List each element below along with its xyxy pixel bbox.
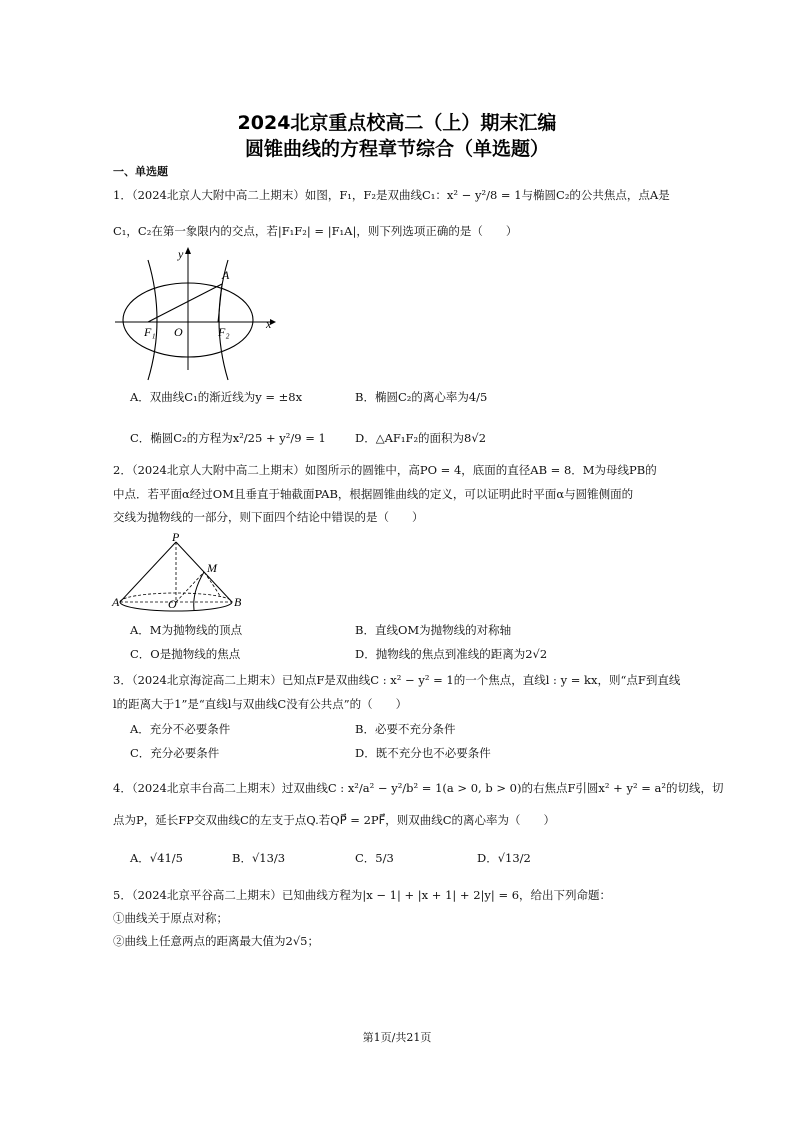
q1-option-B[interactable]: B．椭圆C₂的离心率为4/5 <box>355 390 488 404</box>
q1-label-O: O <box>174 325 183 339</box>
q1-segment-F2A <box>218 284 222 322</box>
q3-option-B[interactable]: B．必要不充分条件 <box>355 722 456 736</box>
q4-option-C[interactable]: C．5/3 <box>355 851 394 865</box>
page-footer: 第1页/共21页 <box>362 1031 432 1044</box>
q4-option-B[interactable]: B．√13/3 <box>232 851 286 865</box>
q2-parabola-curve <box>194 572 204 610</box>
q2-stem-line2: 中点．若平面α经过OM且垂直于轴截面PAB，根据圆锥曲线的定义，可以证明此时平面α与圆锥侧面的 <box>113 487 634 501</box>
document-title-line1: 2024北京重点校高二（上）期末汇编 <box>237 112 557 134</box>
q1-segment-F1A <box>148 284 222 322</box>
q3-option-A[interactable]: A．充分不必要条件 <box>130 722 231 736</box>
q1-stem-line2: C₁，C₂在第一象限内的交点，若|F₁F₂| = |F₁A|，则下列选项正确的是（ ） <box>113 224 518 238</box>
q2-label-P: P <box>172 530 180 544</box>
q1-label-A: A <box>222 268 230 282</box>
section-heading: 一、单选题 <box>113 165 168 178</box>
q2-stem-line3: 交线为抛物线的一部分，则下面四个结论中错误的是（ ） <box>113 510 424 524</box>
q2-figure-cone <box>110 530 250 614</box>
document-title-line2: 圆锥曲线的方程章节综合（单选题） <box>244 138 549 160</box>
q1-option-D[interactable]: D．△AF₁F₂的面积为8√2 <box>355 431 487 445</box>
q2-label-M: M <box>207 561 217 575</box>
q3-option-D[interactable]: D．既不充分也不必要条件 <box>355 746 491 760</box>
q1-label-x: x <box>266 317 272 331</box>
q1-option-A[interactable]: A．双曲线C₁的渐近线为y = ±8x <box>130 390 303 404</box>
q1-label-F1: F₁ <box>144 325 156 339</box>
q3-option-C[interactable]: C．充分必要条件 <box>130 746 220 760</box>
q2-stem-line1: 2．（2024北京人大附中高二上期末）如图所示的圆锥中，高PO = 4，底面的直径AB = 8．M为母线PB的 <box>113 463 657 477</box>
q4-stem-line1: 4．（2024北京丰台高二上期末）过双曲线C : x²/a² − y²/b² = 1(a > 0, b > 0)的右焦点F引圆x² + y² = a²的切线，切 <box>113 781 724 795</box>
q2-label-A: A <box>112 595 120 609</box>
q1-stem-line1: 1．（2024北京人大附中高二上期末）如图，F₁，F₂是双曲线C₁：x² − y²/8 = 1与椭圆C₂的公共焦点，点A是 <box>113 188 670 202</box>
q1-label-F2: F₂ <box>218 325 230 339</box>
q1-option-C[interactable]: C．椭圆C₂的方程为x²/25 + y²/9 = 1 <box>130 431 326 445</box>
q1-label-y: y <box>178 247 184 261</box>
q4-option-A[interactable]: A．√41/5 <box>130 851 183 865</box>
q1-figure-ellipse-hyperbola <box>110 242 290 382</box>
q2-segment-OM <box>176 572 204 602</box>
q2-parabola-back <box>204 572 220 596</box>
q5-stem-line1: 5．（2024北京平谷高二上期末）已知曲线方程为|x − 1| + |x + 1| + 2|y| = 6，给出下列命题： <box>113 888 612 902</box>
q5-item-1: ①曲线关于原点对称； <box>113 911 228 925</box>
q2-option-B[interactable]: B．直线OM为抛物线的对称轴 <box>355 623 512 637</box>
q2-option-D[interactable]: D．抛物线的焦点到准线的距离为2√2 <box>355 647 548 661</box>
q2-option-C[interactable]: C．O是抛物线的焦点 <box>130 647 241 661</box>
q3-stem-line1: 3．（2024北京海淀高二上期末）已知点F是双曲线C : x² − y² = 1的一个焦点，直线l : y = kx，则“点F到直线 <box>113 673 681 687</box>
q3-stem-line2: l的距离大于1”是“直线l与双曲线C没有公共点”的（ ） <box>113 697 408 711</box>
q4-option-D[interactable]: D．√13/2 <box>477 851 531 865</box>
q2-label-O: O <box>168 597 177 611</box>
q2-option-A[interactable]: A．M为抛物线的顶点 <box>130 623 243 637</box>
q4-stem-line2: 点为P，延长FP交双曲线C的左支于点Q.若QP⃗ = 2PF⃗，则双曲线C的离心率为（ ） <box>113 813 556 827</box>
q2-label-B: B <box>234 595 242 609</box>
q2-generatrix-PA <box>120 542 176 602</box>
q1-y-axis-arrow <box>185 247 191 254</box>
q5-item-2: ②曲线上任意两点的距离最大值为2√5； <box>113 934 319 948</box>
